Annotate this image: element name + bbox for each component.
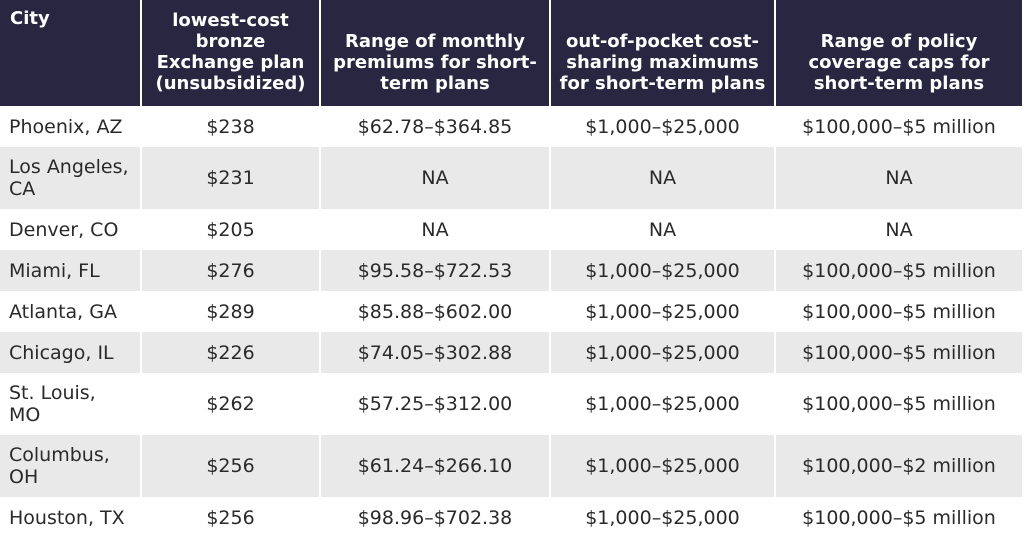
table-row: [0, 147, 1022, 209]
table-row: [0, 291, 1022, 332]
cell-bronze: $276: [142, 250, 321, 291]
cell-caps: $100,000–$5 million: [776, 373, 1022, 435]
header-premium-range: Range of monthly premiums for short-term plans: [321, 0, 551, 106]
cell-city: Chicago, IL: [0, 332, 142, 373]
cell-bronze: $231: [142, 147, 321, 209]
cell-bronze: $256: [142, 497, 321, 538]
cell-oop: $1,000–$25,000: [551, 250, 776, 291]
cell-city: St. Louis, MO: [0, 373, 142, 435]
cell-city: Atlanta, GA: [0, 291, 142, 332]
cell-premiums: NA: [321, 209, 551, 250]
header-bronze-plan: lowest-cost bronze Exchange plan (unsubsidized): [142, 0, 321, 106]
cell-oop: NA: [551, 209, 776, 250]
cell-premiums: $85.88–$602.00: [321, 291, 551, 332]
cell-oop: $1,000–$25,000: [551, 291, 776, 332]
cell-bronze: $289: [142, 291, 321, 332]
cell-bronze: $238: [142, 106, 321, 147]
cell-caps: NA: [776, 209, 1022, 250]
cell-premiums: $57.25–$312.00: [321, 373, 551, 435]
cell-oop: $1,000–$25,000: [551, 332, 776, 373]
cell-premiums: $74.05–$302.88: [321, 332, 551, 373]
cell-oop: NA: [551, 147, 776, 209]
cell-oop: $1,000–$25,000: [551, 373, 776, 435]
cell-caps: $100,000–$5 million: [776, 106, 1022, 147]
table-row: [0, 106, 1022, 147]
cell-oop: $1,000–$25,000: [551, 435, 776, 497]
cell-bronze: $226: [142, 332, 321, 373]
cell-city: Columbus, OH: [0, 435, 142, 497]
cell-premiums: $61.24–$266.10: [321, 435, 551, 497]
cell-bronze: $205: [142, 209, 321, 250]
table-row: [0, 497, 1022, 538]
header-coverage-caps: Range of policy coverage caps for short-term plans: [776, 0, 1022, 106]
cell-caps: $100,000–$2 million: [776, 435, 1022, 497]
header-city: City: [0, 0, 142, 106]
cell-premiums: $95.58–$722.53: [321, 250, 551, 291]
header-row: [0, 0, 1022, 106]
cell-city: Los Angeles, CA: [0, 147, 142, 209]
table-row: [0, 435, 1022, 497]
cell-city: Miami, FL: [0, 250, 142, 291]
cell-city: Denver, CO: [0, 209, 142, 250]
cell-premiums: $62.78–$364.85: [321, 106, 551, 147]
cell-caps: $100,000–$5 million: [776, 250, 1022, 291]
cell-bronze: $262: [142, 373, 321, 435]
cell-oop: $1,000–$25,000: [551, 106, 776, 147]
cell-caps: $100,000–$5 million: [776, 497, 1022, 538]
cell-bronze: $256: [142, 435, 321, 497]
cell-oop: $1,000–$25,000: [551, 497, 776, 538]
cell-caps: NA: [776, 147, 1022, 209]
table-row: [0, 332, 1022, 373]
table-row: [0, 373, 1022, 435]
cell-caps: $100,000–$5 million: [776, 291, 1022, 332]
header-oop-maximums: out-of-pocket cost-sharing maximums for short-term plans: [551, 0, 776, 106]
cell-city: Phoenix, AZ: [0, 106, 142, 147]
cell-premiums: $98.96–$702.38: [321, 497, 551, 538]
cell-premiums: NA: [321, 147, 551, 209]
cell-city: Houston, TX: [0, 497, 142, 538]
table-row: [0, 209, 1022, 250]
table-row: [0, 250, 1022, 291]
cell-caps: $100,000–$5 million: [776, 332, 1022, 373]
